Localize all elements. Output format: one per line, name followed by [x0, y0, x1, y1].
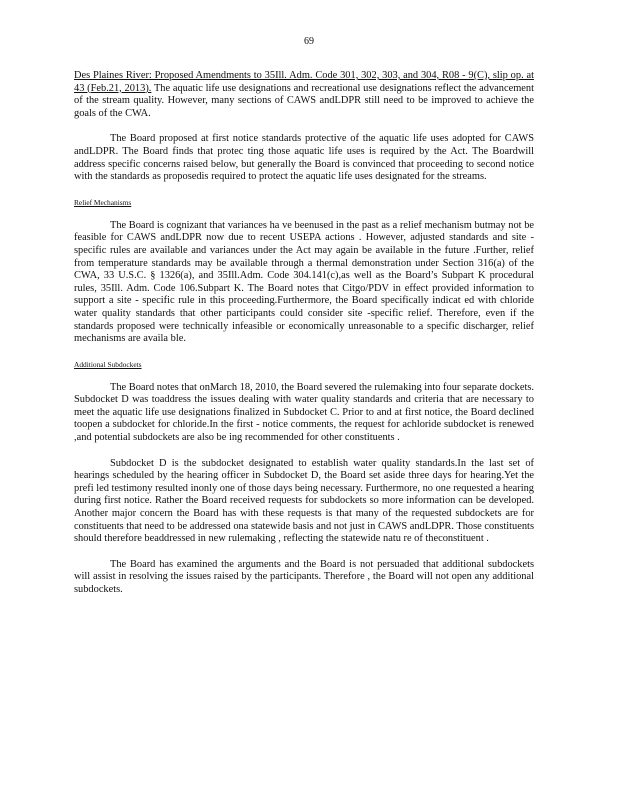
paragraph-subdocket-d: Subdocket D is the subdocket designated to establish water quality standards.In the last set of hearings scheduled by the hearing officer in Subdocket D, the Board set aside three days for hearing.Yet the prefi led testimony resulted inonly one of those days being necessary. Furthermore, no one requested a hearing during first notice. Rather the Board received requests for subdockets so more information can be developed. Another major concern the Board has with these requests is that many of the requested subdockets are for constituents that need to be addressed ona statewide basis and not just in CAWS andLDPR. Those constituents should therefore beaddressed in new rulemaking , reflecting the statewide natu re of theconstituent .	[74, 457, 534, 545]
paragraph-aquatic-life: The Board proposed at first notice standards protective of the aquatic life uses adopted for CAWS andLDPR. The Board finds that protec ting those aquatic life uses is required by the Act. The Boardwill address specific concerns raised below, but generally the Board is convinced that proceeding to second notice with the standards as proposedis required to protect the aquatic life uses designated for the streams.	[74, 133, 534, 183]
section-heading-relief: Relief Mechanisms	[74, 197, 132, 207]
page-number: 69	[304, 36, 314, 47]
paragraph-conclusion: The Board has examined the arguments and the Board is not persuaded that additional subdockets will assist in resolving the issues raised by the participants. Therefore , the Board will not open any additional subdockets.	[74, 558, 534, 595]
paragraph-continuation-text: The aquatic life use designations and recreational use designations reflect the advancement of the stream quality. However, many sections of CAWS andLDPR still need to be improved to achieve the goals of the CWA.	[74, 82, 534, 119]
section-heading-subdockets: Additional Subdockets	[74, 359, 142, 369]
paragraph-continuation	[74, 70, 534, 120]
case-citation: Des Plaines River: Proposed Amendments to 35Ill. Adm. Code 301, 302, 303, and 304, R08 - 9(C), slip op. at 43 (Feb.21, 2013).	[74, 70, 534, 94]
page-body	[74, 70, 534, 597]
paragraph-subdocket-history: The Board notes that onMarch 18, 2010, the Board severed the rulemaking into four separate dockets. Subdocket D was toaddress the issues dealing with water quality standards and criteria that are necessary to meet the aquatic life use designations finalized in Subdocket C. Prior to and at first notice, the Board declined toopen a subdocket for chloride.In the first - notice comments, the request for achloride subdocket is renewed ,and potential subdockets are also be ing recommended for other constituents .	[74, 381, 534, 444]
paragraph-relief-mechanisms: The Board is cognizant that variances ha ve beenused in the past as a relief mechanism butmay not be feasible for CAWS andLDPR now due to recent USEPA actions . However, adjusted standards and site -specific rules are available and variances under the Act may again be available in the future .Further, relief from temperature standards may be available through a thermal demonstration under Section 316(a) of the CWA, 33 U.S.C. § 1326(a), and 35Ill.Adm. Code 304.141(c),as well as the Board’s Subpart K procedural rules, 35Ill. Adm. Code 106.Subpart K. The Board notes that Citgo/PDV in effect provided information to support a site - specific rule in this proceeding.Furthermore, the Board specifically indicat ed with chloride water quality standards that other participants could consider site -specific relief. Therefore, even if the standards proposed were technically infeasible or economically unreasonable to a specific discharger, relief mechanisms are availa ble.	[74, 219, 534, 345]
